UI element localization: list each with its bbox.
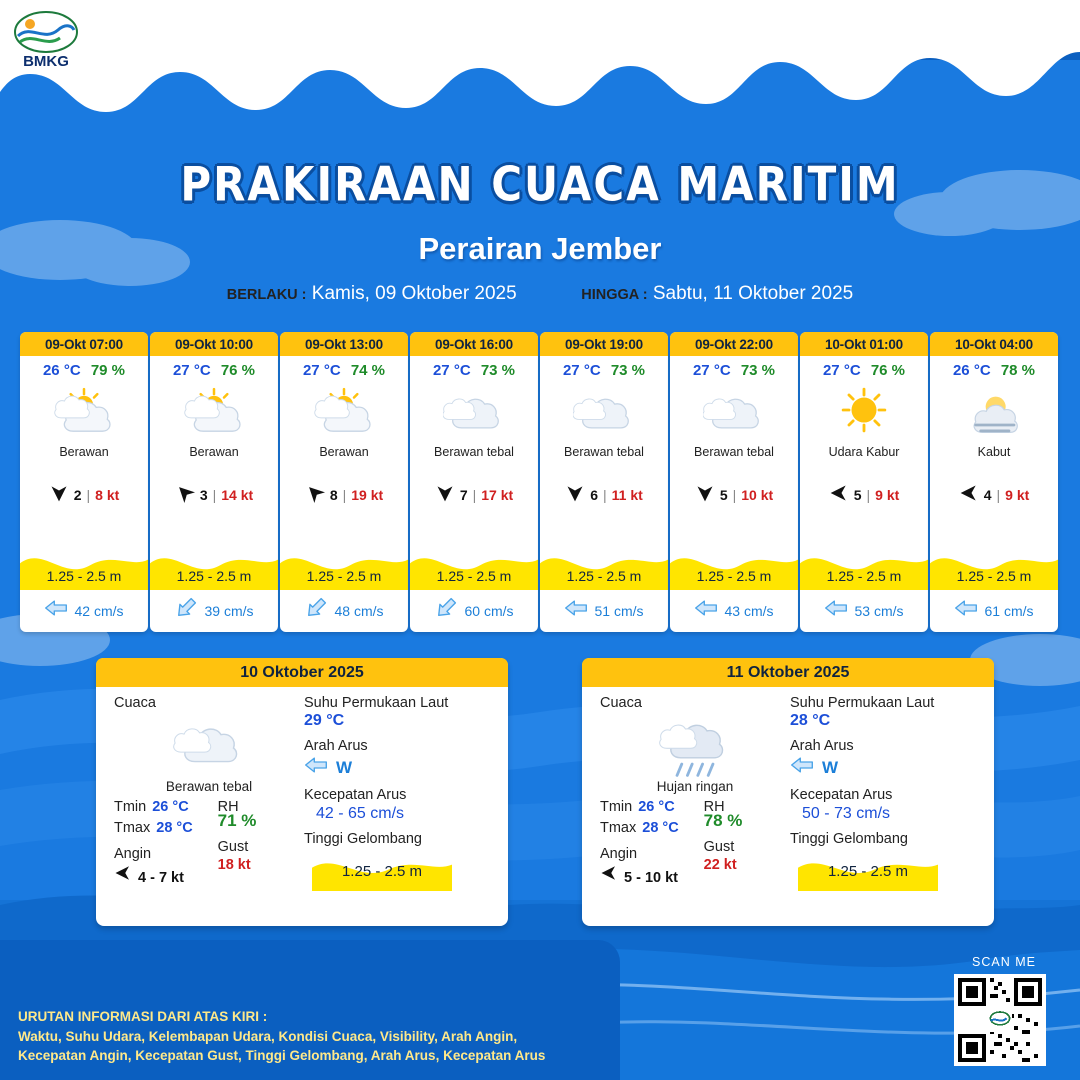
wind-separator: | [86, 486, 91, 503]
current-speed-value: 61 cm/s [984, 602, 1034, 619]
hourly-card [280, 332, 408, 632]
footer-legend [18, 1007, 598, 1066]
current-direction-arrow-icon [434, 599, 458, 622]
hourly-card [150, 332, 278, 632]
wind-direction-value: 4 [983, 486, 992, 503]
sst-label: Suhu Permukaan Laut [304, 695, 449, 711]
card-current [670, 599, 798, 622]
header-text-block [600, 8, 1064, 53]
card-temp-humidity [410, 356, 538, 379]
angin-label: Angin [600, 846, 638, 862]
card-time: 10-Okt 01:00 [800, 332, 928, 356]
card-humidity: 79 % [90, 362, 126, 379]
tmin-value: 26 °C [152, 799, 189, 815]
wind-separator: | [342, 486, 347, 503]
current-direction-arrow-icon [564, 599, 588, 622]
partly-cloudy-icon [150, 383, 278, 445]
wave-height-value: 1.25 - 2.5 m [306, 568, 382, 584]
gust-label: Gust [217, 839, 249, 855]
haze-sun-icon [800, 383, 928, 445]
cloudy-icon [540, 383, 668, 445]
wind-speed-value: 17 kt [481, 486, 514, 503]
card-time: 09-Okt 22:00 [670, 332, 798, 356]
wave-height-value: 1.25 - 2.5 m [566, 568, 642, 584]
card-temperature: 26 °C [952, 362, 991, 379]
daily-date: 10 Oktober 2025 [96, 658, 508, 687]
hourly-card [20, 332, 148, 632]
card-humidity: 73 % [740, 362, 776, 379]
tmin-label: Tmin [114, 799, 147, 815]
kecepatan-arus-value: 42 - 65 cm/s [316, 805, 405, 822]
card-wind [20, 483, 148, 506]
wind-speed-value: 9 kt [875, 486, 900, 503]
fog-icon [930, 383, 1058, 445]
wind-direction-arrow-icon [175, 483, 195, 506]
tinggi-gelombang-label: Tinggi Gelombang [304, 831, 422, 847]
station-name: Stasiun Meteorologi Maritim Tj. Perak Surabaya [634, 31, 1064, 52]
wind-direction-value: 8 [329, 486, 338, 503]
wave-height-value: 1.25 - 2.5 m [176, 568, 252, 584]
rh-value: 71 % [217, 811, 257, 830]
wind-speed-value: 11 kt [611, 486, 643, 503]
hourly-card [410, 332, 538, 632]
wind-direction-arrow-icon [565, 483, 585, 506]
wave-height-chip [312, 851, 452, 891]
daily-cuaca-label: Cuaca [114, 695, 156, 711]
wind-direction-value: 2 [73, 486, 82, 503]
card-temperature: 27 °C [172, 362, 211, 379]
sst-label: Suhu Permukaan Laut [790, 695, 935, 711]
card-wind [280, 483, 408, 506]
card-current [540, 599, 668, 622]
validity-period [0, 283, 1080, 305]
wind-direction-value: 3 [199, 486, 208, 503]
card-temp-humidity [540, 356, 668, 379]
validity-from-value: Kamis, 09 Oktober 2025 [311, 283, 517, 304]
partly-cloudy-icon [20, 383, 148, 445]
gust-value: 22 kt [703, 857, 737, 873]
scan-me-label: SCAN ME [972, 955, 1036, 969]
wind-separator: | [732, 486, 737, 503]
card-wind [150, 483, 278, 506]
hourly-card [670, 332, 798, 632]
svg-text:BMKG: BMKG [23, 53, 69, 70]
footer-legend-title: URUTAN INFORMASI DARI ATAS KIRI : [18, 1009, 268, 1025]
card-humidity: 78 % [1000, 362, 1036, 379]
arus-label: Arah Arus [304, 738, 368, 754]
card-temp-humidity [150, 356, 278, 379]
card-wind [410, 483, 538, 506]
card-temperature: 27 °C [562, 362, 601, 379]
current-direction-arrow-icon [790, 756, 814, 779]
hourly-card [800, 332, 928, 632]
validity-to-value: Sabtu, 11 Oktober 2025 [652, 283, 854, 304]
sst-value: 29 °C [304, 712, 345, 729]
validity-to-label: HINGGA : [581, 287, 648, 303]
cloudy-icon [114, 713, 304, 779]
card-condition: Berawan [319, 445, 369, 459]
tmax-value: 28 °C [156, 820, 193, 836]
wind-direction-value: 6 [590, 486, 598, 503]
tmin-label: Tmin [600, 799, 633, 815]
cloudy-icon [410, 383, 538, 445]
current-direction-value: W [822, 757, 839, 777]
wind-direction-arrow-icon [114, 864, 132, 886]
card-time: 09-Okt 19:00 [540, 332, 668, 356]
current-direction-arrow-icon [954, 599, 978, 622]
wind-speed-value: 9 kt [1005, 486, 1030, 503]
current-speed-value: 48 cm/s [334, 602, 384, 619]
card-current [280, 599, 408, 622]
current-speed-value: 60 cm/s [464, 602, 514, 619]
card-temp-humidity [280, 356, 408, 379]
hourly-card [930, 332, 1058, 632]
bmkg-logo [12, 8, 86, 72]
wind-speed-value: 14 kt [221, 486, 254, 503]
card-wind [800, 483, 928, 506]
card-temp-humidity [930, 356, 1058, 379]
current-speed-value: 42 cm/s [74, 602, 124, 619]
current-direction-arrow-icon [174, 599, 198, 622]
footer-legend-line1: Waktu, Suhu Udara, Kelembapan Udara, Kondisi Cuaca, Visibility, Arah Angin, [18, 1028, 518, 1044]
daily-panel [582, 658, 994, 926]
tmax-value: 28 °C [642, 820, 679, 836]
card-wind [670, 483, 798, 506]
qr-code[interactable] [954, 974, 1046, 1066]
rain-light-icon [600, 713, 790, 779]
wind-direction-value: 5 [853, 486, 862, 503]
kecepatan-arus-value: 50 - 73 cm/s [802, 805, 891, 822]
card-temperature: 26 °C [42, 362, 81, 379]
card-wind [540, 483, 668, 506]
wind-direction-arrow-icon [600, 864, 618, 886]
kecepatan-arus-label: Kecepatan Arus [304, 787, 407, 803]
daily-cuaca-label: Cuaca [600, 695, 642, 711]
kecepatan-arus-label: Kecepatan Arus [790, 787, 893, 803]
card-humidity: 76 % [220, 362, 256, 379]
card-time: 09-Okt 07:00 [20, 332, 148, 356]
validity-from-label: BERLAKU : [226, 287, 307, 303]
card-time: 09-Okt 10:00 [150, 332, 278, 356]
card-condition: Udara Kabur [828, 445, 900, 459]
card-temp-humidity [800, 356, 928, 379]
angin-value: 4 - 7 kt [138, 870, 184, 886]
angin-label: Angin [114, 846, 152, 862]
wind-direction-value: 5 [719, 486, 728, 503]
wave-height-value: 1.25 - 2.5 m [436, 568, 512, 584]
title-block [0, 157, 1080, 305]
current-direction-arrow-icon [694, 599, 718, 622]
rh-label: RH [217, 799, 239, 815]
hourly-card [540, 332, 668, 632]
daily-condition: Berawan tebal [165, 779, 253, 794]
qr-block [954, 955, 1054, 1066]
wave-height-value: 1.25 - 2.5 m [826, 568, 902, 584]
wind-separator: | [866, 486, 871, 503]
wind-direction-arrow-icon [49, 483, 69, 506]
rh-label: RH [703, 799, 725, 815]
card-current [20, 599, 148, 622]
daily-condition: Hujan ringan [656, 779, 734, 794]
card-temp-humidity [670, 356, 798, 379]
wind-speed-value: 8 kt [95, 486, 120, 503]
current-speed-value: 39 cm/s [204, 602, 254, 619]
card-temperature: 27 °C [692, 362, 731, 379]
current-direction-arrow-icon [304, 599, 328, 622]
tmax-label: Tmax [600, 820, 637, 836]
page-subtitle: Perairan Jember [418, 231, 662, 266]
wave-height-chip [798, 851, 938, 891]
card-temp-humidity [20, 356, 148, 379]
wind-direction-value: 7 [459, 486, 468, 503]
card-condition: Berawan tebal [694, 445, 774, 459]
card-temperature: 27 °C [302, 362, 341, 379]
current-direction [790, 756, 986, 779]
daily-date: 11 Oktober 2025 [582, 658, 994, 687]
wind-separator: | [212, 486, 217, 503]
card-condition: Berawan tebal [564, 445, 644, 459]
current-direction [304, 756, 500, 779]
current-direction-arrow-icon [824, 599, 848, 622]
card-condition: Berawan [59, 445, 109, 459]
tmax-label: Tmax [114, 820, 151, 836]
tinggi-gelombang-value: 1.25 - 2.5 m [827, 863, 909, 880]
wind-separator: | [996, 486, 1001, 503]
page-header [0, 0, 1080, 70]
wind-separator: | [472, 486, 477, 503]
wave-height-value: 1.25 - 2.5 m [956, 568, 1032, 584]
card-current [930, 599, 1058, 622]
daily-panel [96, 658, 508, 926]
card-condition: Kabut [977, 445, 1011, 459]
rh-value: 78 % [703, 811, 743, 830]
tinggi-gelombang-label: Tinggi Gelombang [790, 831, 908, 847]
gust-value: 18 kt [217, 857, 251, 873]
current-speed-value: 51 cm/s [594, 602, 644, 619]
card-current [800, 599, 928, 622]
card-temperature: 27 °C [432, 362, 471, 379]
card-time: 09-Okt 13:00 [280, 332, 408, 356]
wave-height-value: 1.25 - 2.5 m [696, 568, 772, 584]
tmin-value: 26 °C [638, 799, 675, 815]
wind-speed-value: 19 kt [351, 486, 384, 503]
angin-value: 5 - 10 kt [624, 870, 678, 886]
tinggi-gelombang-value: 1.25 - 2.5 m [341, 863, 423, 880]
card-humidity: 76 % [870, 362, 906, 379]
card-time: 09-Okt 16:00 [410, 332, 538, 356]
agency-name: BADAN METEOROLOGI KLIMATOLOGI DAN GEOFISIKA [599, 8, 1064, 27]
card-humidity: 74 % [350, 362, 386, 379]
hourly-forecast-cards [20, 332, 1060, 632]
card-time: 10-Okt 04:00 [930, 332, 1058, 356]
card-condition: Berawan [189, 445, 239, 459]
wind-direction-arrow-icon [435, 483, 455, 506]
wind-direction-arrow-icon [959, 483, 979, 506]
card-wind [930, 483, 1058, 506]
wave-height-value: 1.25 - 2.5 m [46, 568, 122, 584]
card-current [150, 599, 278, 622]
card-humidity: 73 % [610, 362, 646, 379]
card-humidity: 73 % [480, 362, 516, 379]
footer-legend-line2: Kecepatan Angin, Kecepatan Gust, Tinggi Gelombang, Arah Arus, Kecepatan Arus [18, 1048, 546, 1064]
current-direction-arrow-icon [44, 599, 68, 622]
daily-forecast-panels [96, 658, 996, 926]
wind-speed-value: 10 kt [741, 486, 774, 503]
arus-label: Arah Arus [790, 738, 854, 754]
wind-direction-arrow-icon [305, 483, 325, 506]
current-speed-value: 53 cm/s [854, 602, 904, 619]
wind-separator: | [603, 486, 607, 503]
card-current [410, 599, 538, 622]
current-direction-arrow-icon [304, 756, 328, 779]
current-speed-value: 43 cm/s [724, 602, 774, 619]
page-title: PRAKIRAAN CUACA MARITIM [180, 157, 900, 212]
gust-label: Gust [703, 839, 735, 855]
wind-direction-arrow-icon [829, 483, 849, 506]
sst-value: 28 °C [790, 712, 831, 729]
cloudy-icon [670, 383, 798, 445]
card-condition: Berawan tebal [434, 445, 514, 459]
card-temperature: 27 °C [822, 362, 861, 379]
current-direction-value: W [336, 757, 353, 777]
wind-direction-arrow-icon [695, 483, 715, 506]
partly-cloudy-icon [280, 383, 408, 445]
